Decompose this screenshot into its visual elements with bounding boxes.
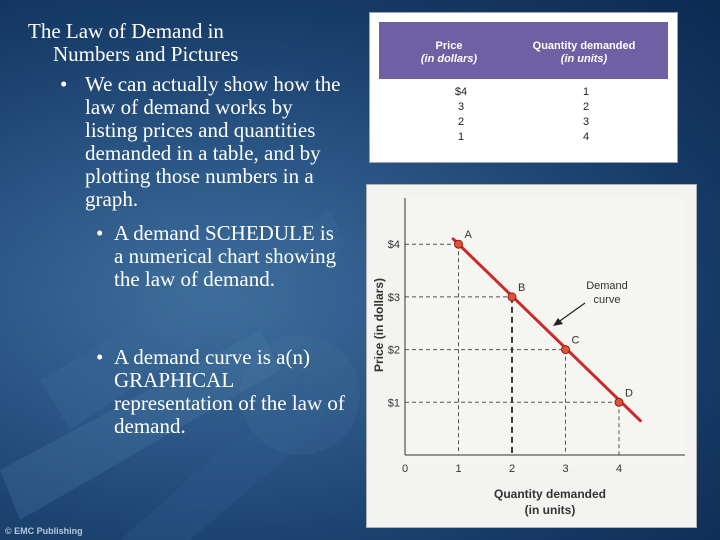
slide-title [28, 20, 348, 66]
column-header-price-label: Price [435, 40, 463, 52]
demand-curve-chart [366, 184, 697, 528]
title-line-1: The Law of Demand in [28, 19, 224, 43]
bullet-demand-curve [96, 346, 346, 438]
table-cell-price: 2 [457, 116, 465, 128]
plot-background [405, 198, 685, 465]
y-tick-label: $4 [387, 239, 400, 252]
table-cell-quantity: 4 [582, 131, 590, 143]
demand-schedule-table [369, 12, 678, 163]
table-row [379, 86, 668, 100]
data-point-b [508, 293, 516, 301]
table-header [379, 22, 668, 79]
bullet-dot: • [96, 345, 104, 369]
table-row [379, 131, 668, 145]
point-label-b: B [518, 281, 526, 294]
data-point-c [562, 346, 570, 354]
x-tick-label: 1 [455, 463, 462, 475]
x-axis-title: Quantity demanded [493, 487, 607, 501]
bullet-main [60, 73, 350, 211]
point-label-a: A [464, 229, 472, 242]
table-cell-quantity: 2 [582, 101, 590, 113]
x-tick-label: 3 [562, 463, 569, 475]
annotation-text: curve [593, 294, 621, 306]
data-point-a [455, 240, 463, 248]
x-tick-label: 0 [401, 463, 409, 475]
column-header-quantity [519, 40, 649, 66]
y-tick-label: $2 [387, 344, 400, 357]
title-line-2: Numbers and Pictures [53, 42, 239, 66]
x-tick-label: 2 [508, 463, 516, 475]
table-cell-quantity: 3 [582, 116, 590, 128]
x-tick-label: 4 [615, 463, 623, 475]
data-point-d [615, 398, 623, 406]
annotation-text: Demand [586, 280, 628, 292]
table-cell-price: 1 [457, 131, 465, 143]
table-cell-quantity: 1 [582, 86, 590, 98]
bullet-main-text: We can actually show how the law of demand works by listing prices and quantities demanded in a table, and by plotting those numbers in a graph. [85, 72, 341, 211]
y-axis-title: Price (in dollars) [372, 277, 386, 373]
table-cell-price: $4 [454, 86, 468, 98]
table-row [379, 101, 668, 115]
y-tick-label: $1 [387, 397, 400, 410]
publisher-footer: © EMC Publishing [5, 526, 83, 536]
y-tick-label: $3 [387, 291, 400, 304]
x-axis-unit: (in units) [524, 503, 576, 517]
bullet-demand-schedule-text: A demand SCHEDULE is a numerical chart showing the law of demand. [114, 221, 337, 291]
bullet-dot: • [60, 72, 68, 96]
bullet-demand-curve-text: A demand curve is a(n) GRAPHICAL representation of the law of demand. [114, 345, 345, 438]
column-header-quantity-label: Quantity demanded [532, 40, 636, 52]
column-header-quantity-unit: (in units) [560, 53, 608, 65]
table-cell-price: 3 [457, 101, 465, 113]
bullet-demand-schedule [96, 222, 346, 291]
point-label-d: D [625, 387, 633, 400]
column-header-price-unit: (in dollars) [420, 53, 478, 65]
demand-curve-svg [367, 185, 698, 529]
bullet-dot: • [96, 221, 104, 245]
column-header-price [409, 40, 489, 66]
table-row [379, 116, 668, 130]
point-label-c: C [571, 334, 580, 347]
